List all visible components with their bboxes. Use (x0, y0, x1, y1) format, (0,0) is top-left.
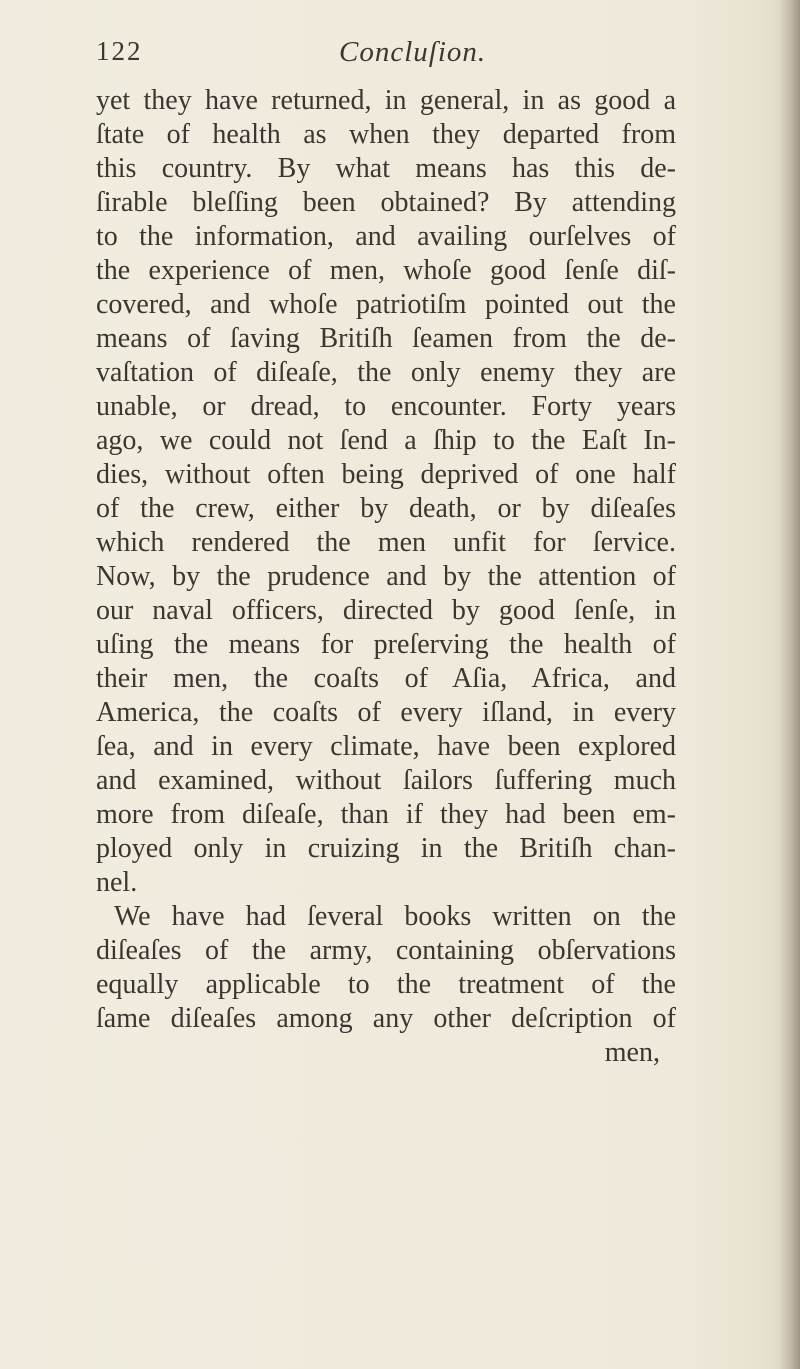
text-line: ago, we could not ſend a ſhip to the Eaſt In- (96, 425, 676, 456)
text-line: to the information, and availing ourſelves of (96, 221, 676, 252)
text-line: ſirable bleſſing been obtained? By attending (96, 187, 676, 218)
text-line: means of ſaving Britiſh ſeamen from the de- (96, 323, 676, 354)
text-line: their men, the coaſts of Aſia, Africa, and (96, 663, 676, 694)
text-line: more from diſeaſe, than if they had been em- (96, 799, 676, 830)
text-line: equally applicable to the treatment of the (96, 969, 676, 1000)
page-number: 122 (96, 36, 143, 66)
text-line: ployed only in cruizing in the Britiſh chan- (96, 833, 676, 864)
text-line: Now, by the prudence and by the attention of (96, 561, 676, 592)
text-line: ſea, and in every climate, have been explored (96, 731, 676, 762)
text-line: America, the coaſts of every iſland, in every (96, 697, 676, 728)
text-line: which rendered the men unfit for ſervice. (96, 527, 676, 558)
text-line: ſtate of health as when they departed from (96, 119, 676, 150)
text-line: our naval officers, directed by good ſenſe, in (96, 595, 676, 626)
text-line: uſing the means for preſerving the health of (96, 629, 676, 660)
text-line: We have had ſeveral books written on the (114, 901, 676, 932)
text-line: unable, or dread, to encounter. Forty years (96, 391, 676, 422)
text-line: nel. (96, 867, 138, 898)
text-line: and examined, without ſailors ſuffering much (96, 765, 676, 796)
page-edge-shadow (778, 0, 800, 1369)
text-line: covered, and whoſe patriotiſm pointed out the (96, 289, 676, 320)
text-line: dies, without often being deprived of one half (96, 459, 676, 490)
running-title: Concluſion. (339, 36, 487, 68)
catchword: men, (604, 1037, 660, 1068)
text-line: vaſtation of diſeaſe, the only enemy they are (96, 357, 676, 388)
text-body (96, 84, 676, 1070)
page-header (96, 36, 696, 76)
text-line: yet they have returned, in general, in as good a (96, 85, 676, 116)
text-line: of the crew, either by death, or by diſeaſes (96, 493, 676, 524)
text-line: this country. By what means has this de- (96, 153, 676, 184)
text-line: the experience of men, whoſe good ſenſe diſ- (96, 255, 676, 286)
text-line: ſame diſeaſes among any other deſcription of (96, 1003, 676, 1034)
text-line: diſeaſes of the army, containing obſervations (96, 935, 676, 966)
